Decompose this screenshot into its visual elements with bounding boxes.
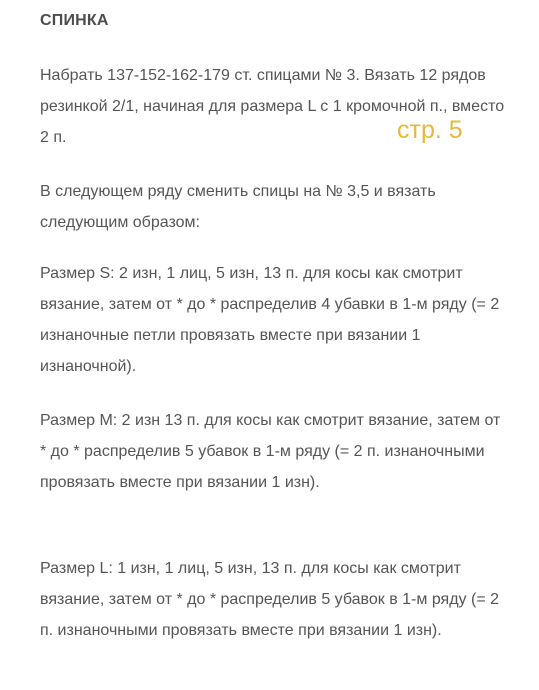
paragraph-change-needles: В следующем ряду сменить спицы на № 3,5 и вязать следующим образом: [40, 183, 436, 231]
paragraph-cast-on: Набрать 137-152-162-179 ст. спицами № 3. Вязать 12 рядов резинкой 2/1, начиная для размера L с 1 кромочной п., вместо 2 п. [40, 67, 505, 146]
page-reference-annotation: стр. 5 [397, 116, 463, 144]
paragraph-size-s: Размер S: 2 изн, 1 лиц, 5 изн, 13 п. для косы как смотрит вязание, затем от * до * распределив 4 убавки в 1-м ряду (= 2 изнаночные петли провязать вместе при вязании 1 изнаночной). [40, 265, 500, 375]
paragraph-size-l: Размер L: 1 изн, 1 лиц, 5 изн, 13 п. для косы как смотрит вязание, затем от * до * распределив 5 убавок в 1-м ряду (= 2 п. изнаночными провязать вместе при вязании 1 изн). [40, 560, 500, 639]
paragraph-size-m: Размер M: 2 изн 13 п. для косы как смотрит вязание, затем от * до * распределив 5 убавок в 1-м ряду (= 2 п. изнаночными провязать вместе при вязании 1 изн). [40, 412, 501, 491]
section-heading: СПИНКА [40, 12, 109, 29]
